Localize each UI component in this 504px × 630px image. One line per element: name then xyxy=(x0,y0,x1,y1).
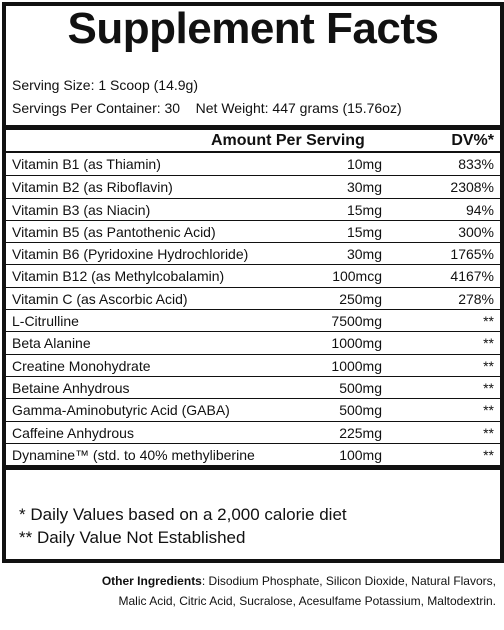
table-row xyxy=(6,309,500,331)
servings-per-container: Servings Per Container: 30 Net Weight: 447 grams (15.76oz) xyxy=(12,100,402,116)
nutrient-amount: 7500mg xyxy=(331,313,382,330)
nutrient-amount: 100mg xyxy=(339,446,382,463)
nutrient-amount: 225mg xyxy=(339,424,382,441)
table-row xyxy=(6,376,500,398)
table-row xyxy=(6,198,500,220)
nutrient-amount: 15mg xyxy=(346,201,382,218)
nutrient-amount: 500mg xyxy=(339,379,382,396)
nutrient-name: Vitamin B12 (as Methylcobalamin) xyxy=(12,268,225,285)
table-row xyxy=(6,220,500,242)
nutrient-dv: 4167% xyxy=(450,268,494,285)
nutrient-dv: ** xyxy=(483,357,494,374)
other-ingredients-text: : Disodium Phosphate, Silicon Dioxide, Natural Flavors, Malic Acid, Citric Acid, Sucralose, Acesulfame Potassium, Maltodextrin. xyxy=(118,574,496,608)
nutrient-dv: 833% xyxy=(458,156,494,172)
nutrient-name: Caffeine Anhydrous xyxy=(12,424,134,441)
nutrient-name: Betaine Anhydrous xyxy=(12,379,130,396)
nutrient-dv: 94% xyxy=(465,201,494,218)
nutrient-name: Vitamin B6 (Pyridoxine Hydrochloride) xyxy=(12,246,249,263)
nutrient-dv: ** xyxy=(483,313,494,330)
supplement-facts-panel xyxy=(2,2,504,563)
table-row xyxy=(6,398,500,420)
table-row xyxy=(6,175,500,197)
footnote-not-established: ** Daily Value Not Established xyxy=(19,528,246,547)
nutrient-dv: ** xyxy=(483,402,494,419)
nutrient-name: Vitamin B5 (as Pantothenic Acid) xyxy=(12,223,216,240)
nutrient-amount: 10mg xyxy=(346,156,382,172)
nutrient-dv: ** xyxy=(483,335,494,352)
amount-per-serving-header: Amount Per Serving xyxy=(211,132,365,149)
table-row xyxy=(6,443,500,465)
nutrient-name: Vitamin B3 (as Niacin) xyxy=(12,201,151,218)
nutrient-amount: 500mg xyxy=(339,402,382,419)
nutrient-amount: 15mg xyxy=(346,223,382,240)
footnote-daily-values: * Daily Values based on a 2,000 calorie diet xyxy=(19,505,347,524)
nutrient-amount: 100mcg xyxy=(332,268,382,285)
nutrient-dv: 2308% xyxy=(450,179,494,196)
table-row xyxy=(6,153,500,175)
nutrient-amount: 1000mg xyxy=(331,335,382,352)
nutrient-amount: 1000mg xyxy=(331,357,382,374)
nutrient-dv: 278% xyxy=(458,290,494,307)
other-ingredients-label: Other Ingredients xyxy=(101,574,202,588)
nutrient-name: Vitamin B2 (as Riboflavin) xyxy=(12,179,173,196)
nutrient-name: Gamma-Aminobutyric Acid (GABA) xyxy=(12,402,230,419)
thick-divider-bottom xyxy=(6,465,500,470)
serving-size: Serving Size: 1 Scoop (14.9g) xyxy=(12,77,198,93)
table-row xyxy=(6,264,500,286)
nutrient-amount: 30mg xyxy=(346,246,382,263)
nutrient-amount: 250mg xyxy=(339,290,382,307)
nutrient-dv: ** xyxy=(483,379,494,396)
nutrient-dv: 300% xyxy=(458,223,494,240)
table-row xyxy=(6,242,500,264)
nutrient-name: Vitamin C (as Ascorbic Acid) xyxy=(12,290,188,307)
nutrient-name: Dynamine™ (std. to 40% methyliberine xyxy=(12,446,255,463)
nutrient-name: Creatine Monohydrate xyxy=(12,357,151,374)
nutrient-name: L-Citrulline xyxy=(12,313,79,330)
nutrient-dv: ** xyxy=(483,424,494,441)
nutrient-name: Beta Alanine xyxy=(12,335,91,352)
table-header xyxy=(6,129,500,151)
other-ingredients xyxy=(80,571,496,611)
nutrient-name: Vitamin B1 (as Thiamin) xyxy=(12,156,161,172)
nutrient-dv: 1765% xyxy=(450,246,494,263)
nutrient-table xyxy=(6,153,500,465)
nutrient-amount: 30mg xyxy=(346,179,382,196)
nutrient-dv: ** xyxy=(483,446,494,463)
table-row xyxy=(6,354,500,376)
panel-title: Supplement Facts xyxy=(67,4,439,53)
dv-header: DV%* xyxy=(451,132,494,149)
table-row xyxy=(6,331,500,353)
table-row xyxy=(6,287,500,309)
table-row xyxy=(6,421,500,443)
